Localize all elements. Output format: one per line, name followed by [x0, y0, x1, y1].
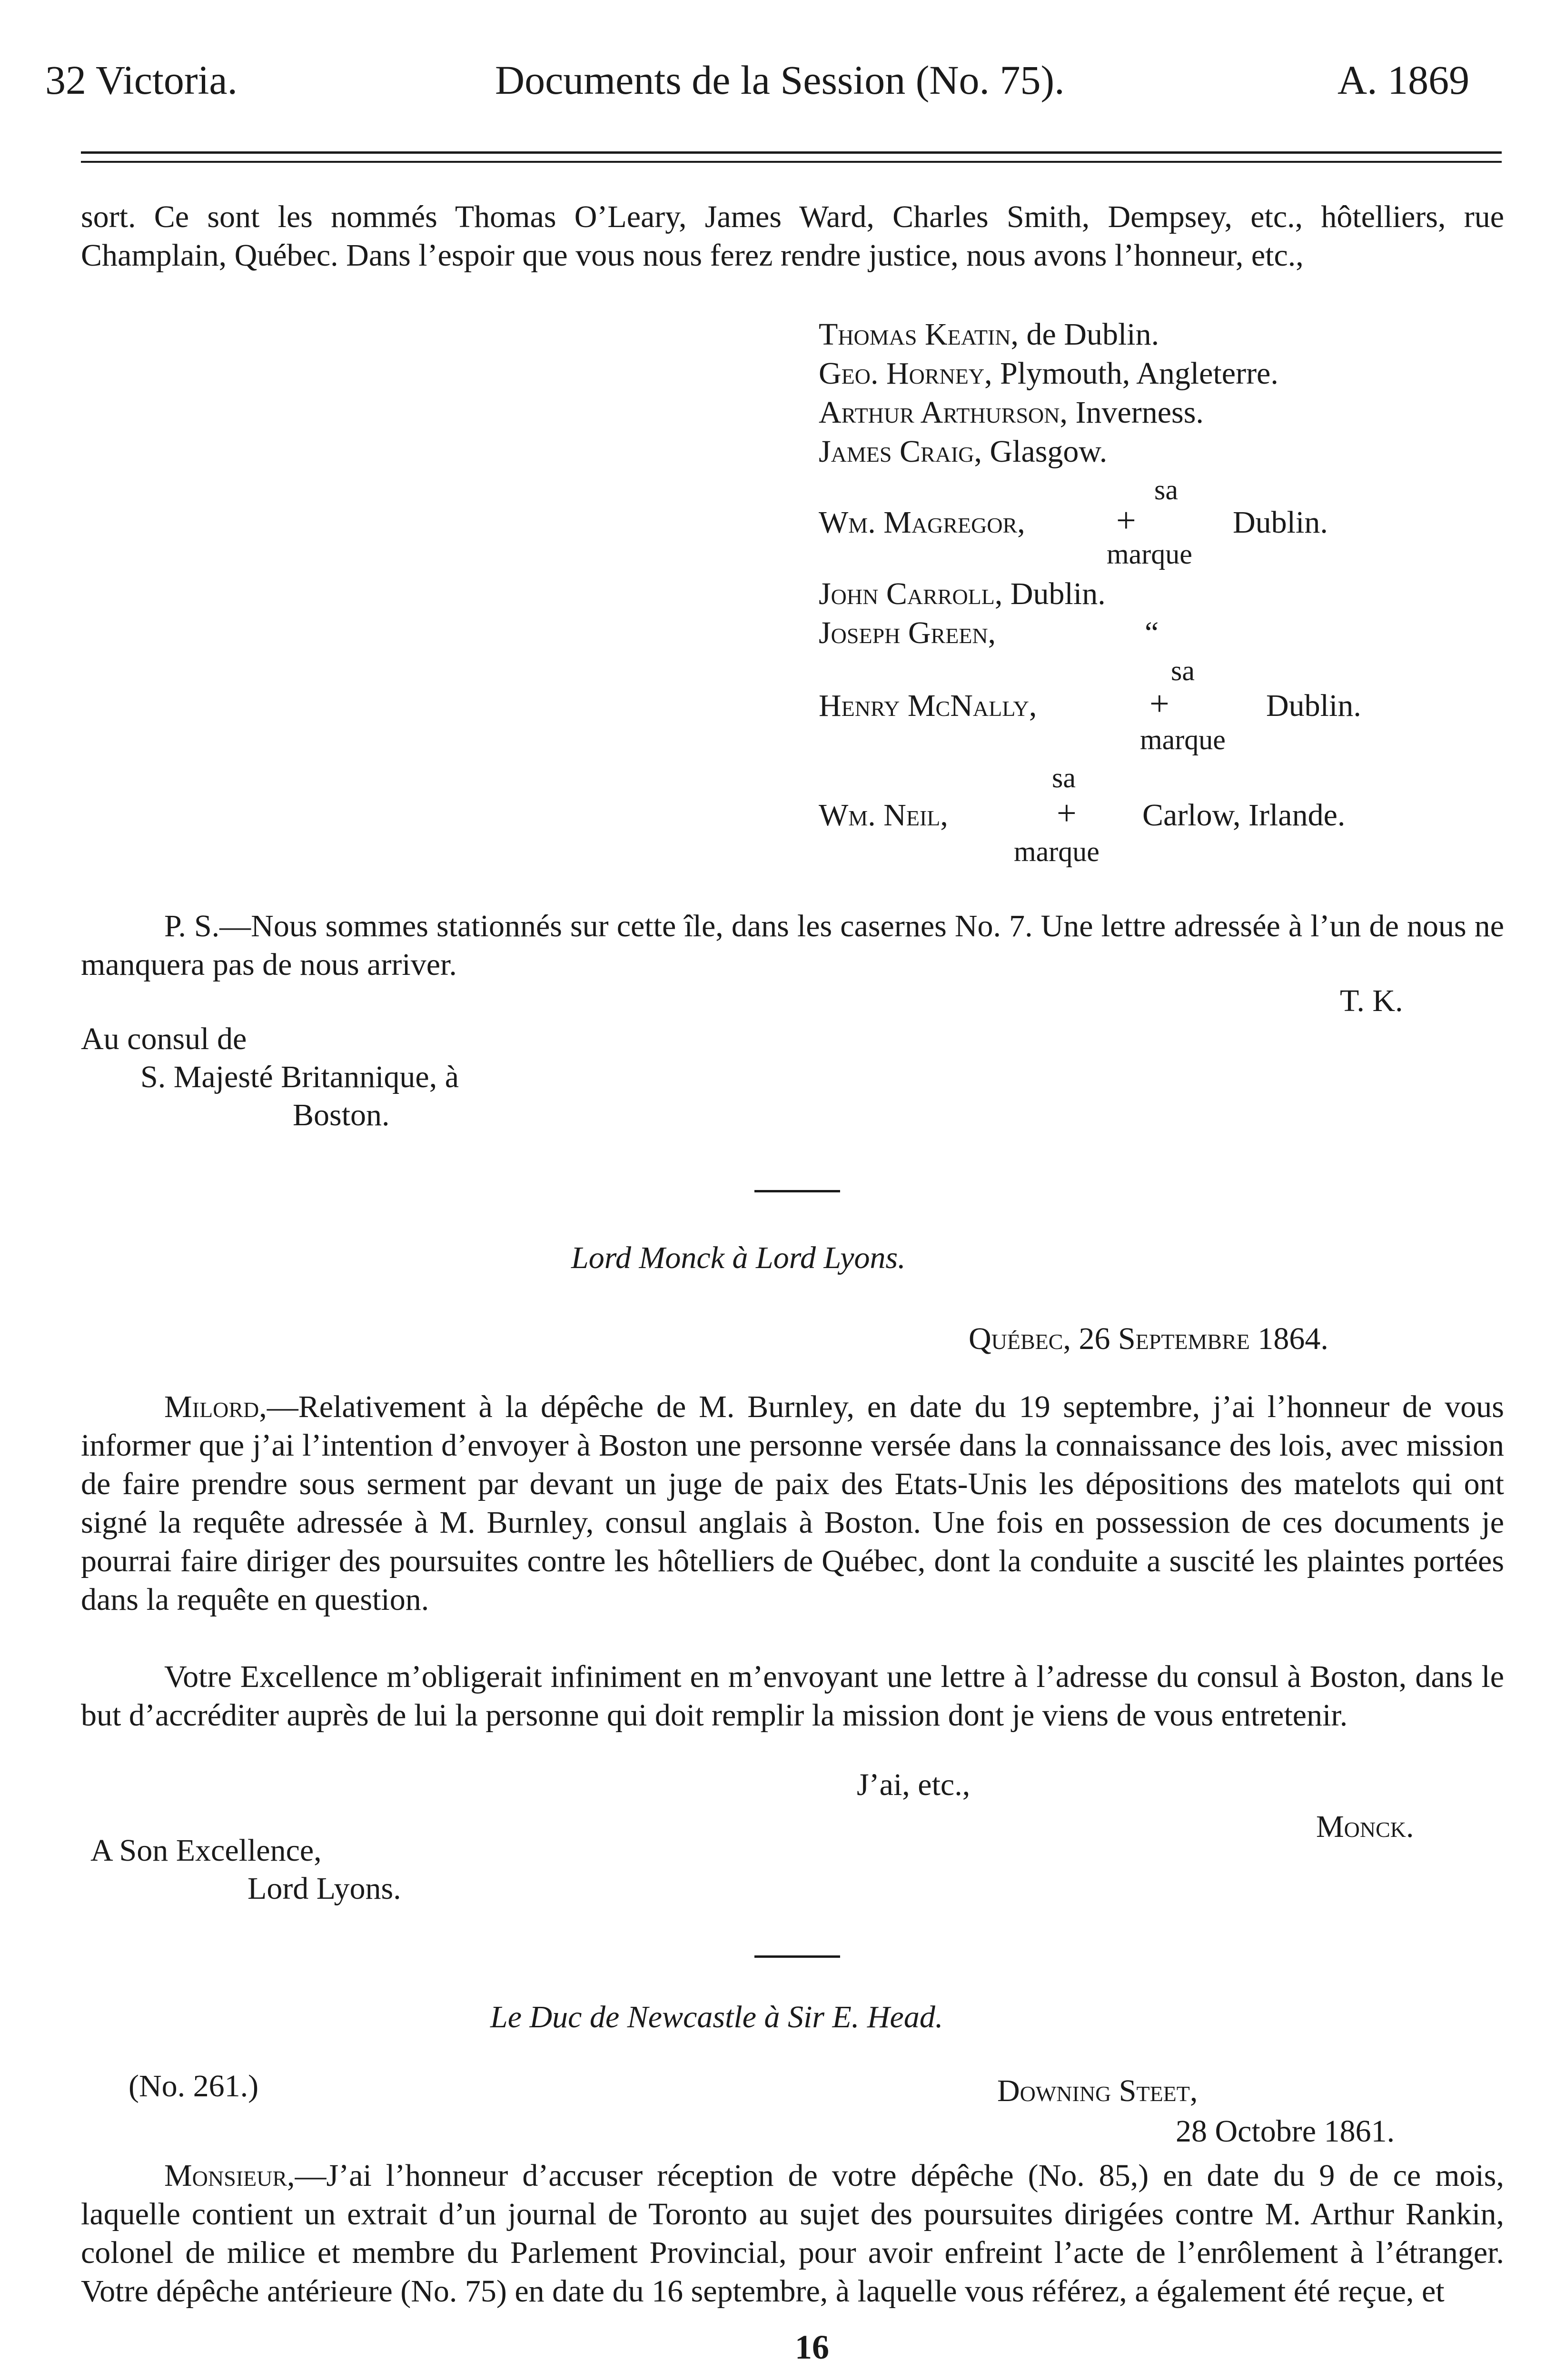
signer-name: Joseph Green: [819, 615, 988, 650]
page-number: 16: [795, 2328, 829, 2366]
signer: Monck.: [1316, 1809, 1414, 1844]
signer-name: Thomas Keatin: [819, 317, 1011, 352]
section-divider: [754, 1955, 840, 1958]
letter3-date: 28 Octobre 1861.: [1176, 2114, 1395, 2149]
address-line: Boston.: [293, 1098, 390, 1132]
letter1-opening: sort. Ce sont les nommés Thomas O’Leary, James Ward, Charles Smith, Dempsey, etc., hôtelliers, rue Champlain, Québec. Dans l’espoir que vous nous ferez rendre justice, nous avons l’honneur, etc.,: [81, 199, 1504, 273]
address-line: Au consul de: [81, 1021, 247, 1056]
initials: T. K.: [1340, 983, 1403, 1018]
mark-sa: sa: [1154, 474, 1178, 506]
signer-place: Dublin.: [1233, 505, 1328, 540]
paragraph-text: —J’ai l’honneur d’accuser réception de votre dépêche (No. 85,) en date du 9 de ce mois, laquelle contient un extrait d’un journal de Toronto au sujet des poursuites dirigées contre M. Arthur Rankin, colonel de milice et membre du Parlement Provincial, pour avoir enfreint l’acte de l’enrôlement à l’étranger. Votre dépêche antérieure (No. 75) en date du 16 septembre, à laquelle vous référez, a également été reçue, et: [81, 2158, 1504, 2309]
signer-name: Geo. Horney: [819, 356, 985, 391]
signature-line: [819, 356, 1278, 392]
address-line: S. Majesté Britannique, à: [140, 1060, 459, 1094]
signer-name: James Craig: [819, 434, 974, 469]
letter2-dateline: Québec, 26 Septembre 1864.: [969, 1321, 1328, 1356]
signer-place: , Dublin.: [994, 576, 1106, 611]
cross-mark: +: [1057, 794, 1077, 833]
header-rule-bottom: [81, 161, 1502, 163]
closing: J’ai, etc.,: [857, 1767, 971, 1802]
letter3-heading: Le Duc de Newcastle à Sir E. Head.: [490, 2000, 943, 2034]
signature-line: Joseph Green,: [819, 615, 996, 650]
paragraph-text: —Relativement à la dépêche de M. Burnley, en date du 19 septembre, j’ai l’honneur de vous informer que j’ai l’intention d’envoyer à Boston une personne versée dans la connaissance des lois, avec mission de faire prendre sous serment par devant un juge de paix des Etats-Unis les dépositions des matelots qui ont signé la requête adressée à M. Burnley, consul anglais à Boston. Une fois en possession de ces documents je pourrai faire diriger des poursuites contre les hôtelliers de Québec, dont la conduite a suscité les plaintes portées dans la requête en question.: [81, 1389, 1504, 1617]
signature-line: [819, 317, 1159, 353]
letter2-paragraph-2: [81, 1657, 1504, 1735]
signer-place: , Inverness.: [1060, 395, 1204, 430]
mark-marque: marque: [1014, 836, 1099, 867]
header-left: 32 Victoria.: [45, 57, 238, 103]
signature-line: Wm. Magregor,: [819, 505, 1025, 540]
salutation: Monsieur,: [164, 2158, 295, 2193]
letter3-place: Downing Steet,: [997, 2073, 1198, 2108]
mark-marque: marque: [1140, 724, 1226, 755]
signer-place: Carlow, Irlande.: [1142, 798, 1346, 833]
address-line: Lord Lyons.: [248, 1871, 401, 1906]
address-line: A Son Excellence,: [90, 1833, 322, 1868]
signature-line: Henry McNally,: [819, 688, 1037, 723]
signature-line: Wm. Neil,: [819, 798, 948, 833]
letter3-paragraph-1: [81, 2156, 1504, 2311]
letter2-paragraph-1: [81, 1388, 1504, 1619]
signer-name: Henry McNally: [819, 688, 1029, 723]
signer-place: , de Dublin.: [1010, 317, 1159, 352]
mark-sa: sa: [1171, 655, 1195, 686]
signature-line: [819, 576, 1106, 612]
cross-mark: +: [1149, 684, 1169, 724]
signer-name: Arthur Arthurson: [819, 395, 1060, 430]
signature-line: [819, 395, 1204, 431]
mark-marque: marque: [1107, 538, 1192, 570]
postscript: [81, 907, 1504, 984]
signer-name: Wm. Neil: [819, 798, 941, 833]
signer-place: , Plymouth, Angleterre.: [984, 356, 1278, 391]
header-right: A. 1869: [1337, 57, 1470, 103]
paragraph-text: Votre Excellence m’obligerait infiniment en m’envoyant une lettre à l’adresse du consul à Boston, dans le but d’accréditer auprès de lui la personne qui doit remplir la mission dont je viens de vous entretenir.: [81, 1659, 1504, 1733]
cross-mark: +: [1116, 501, 1136, 540]
salutation: Milord,: [164, 1389, 267, 1424]
section-divider: [754, 1190, 840, 1192]
postscript-text: P. S.—Nous sommes stationnés sur cette île, dans les casernes No. 7. Une lettre adressée à l’un de nous ne manquera pas de nous arriver.: [81, 909, 1504, 982]
signer-place: Dublin.: [1266, 688, 1361, 723]
header-rule-top: [81, 151, 1502, 154]
signer-name: Wm. Magregor: [819, 505, 1018, 540]
ditto-mark: “: [1145, 615, 1159, 650]
signer-place: , Glasgow.: [974, 434, 1108, 469]
signature-line: [819, 434, 1107, 470]
signer-name: John Carroll: [819, 576, 995, 611]
letter2-heading: Lord Monck à Lord Lyons.: [571, 1240, 906, 1275]
mark-sa: sa: [1052, 762, 1076, 793]
header-title: Documents de la Session (No. 75).: [495, 57, 1065, 103]
dispatch-number: (No. 261.): [129, 2069, 259, 2103]
